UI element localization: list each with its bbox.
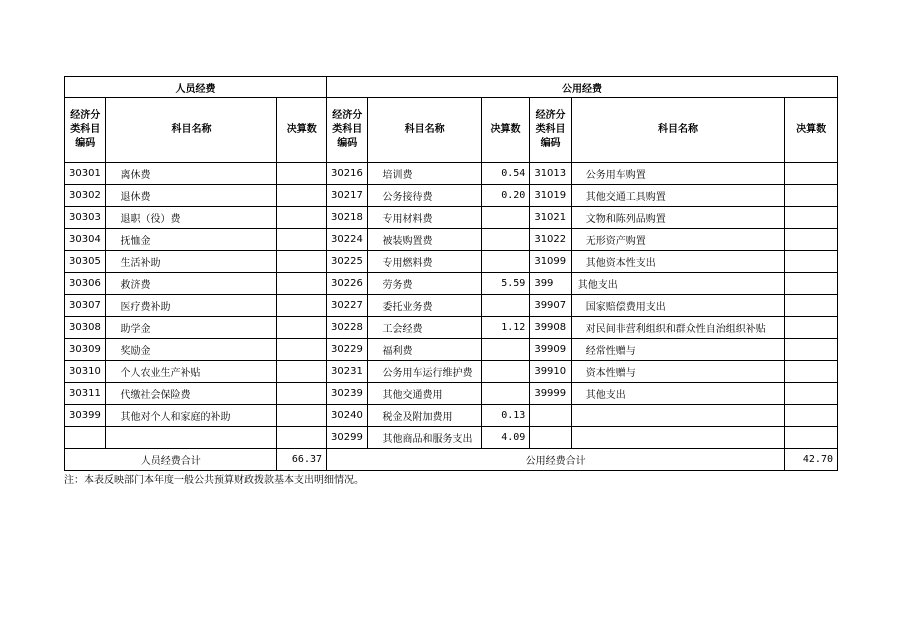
code-cell: 31019	[530, 185, 571, 207]
amount-cell	[481, 361, 530, 383]
code-cell: 30224	[327, 229, 368, 251]
table-row	[65, 317, 838, 339]
code-cell: 31013	[530, 163, 571, 185]
name-cell: 救济费	[106, 273, 277, 295]
amount-cell: 0.13	[481, 405, 530, 427]
code-cell	[65, 427, 106, 449]
name-cell: 医疗费补助	[106, 295, 277, 317]
header-code: 经济分类科目编码	[327, 98, 368, 163]
name-cell: 劳务费	[368, 273, 481, 295]
table-row	[65, 185, 838, 207]
code-cell: 30309	[65, 339, 106, 361]
code-cell	[530, 427, 571, 449]
code-cell: 31099	[530, 251, 571, 273]
name-cell: 助学金	[106, 317, 277, 339]
amount-cell: 1.12	[481, 317, 530, 339]
amount-cell	[277, 317, 327, 339]
code-cell: 30399	[65, 405, 106, 427]
code-cell: 30228	[327, 317, 368, 339]
table-row	[65, 405, 838, 427]
code-cell: 30218	[327, 207, 368, 229]
table-row	[65, 427, 838, 449]
name-cell: 个人农业生产补贴	[106, 361, 277, 383]
name-cell: 经常性赠与	[571, 339, 784, 361]
name-cell: 培训费	[368, 163, 481, 185]
amount-cell	[277, 427, 327, 449]
header-code: 经济分类科目编码	[65, 98, 106, 163]
amount-cell	[785, 427, 838, 449]
public-total-value: 42.70	[785, 449, 838, 471]
name-cell: 被装购置费	[368, 229, 481, 251]
amount-cell	[277, 229, 327, 251]
amount-cell	[277, 163, 327, 185]
code-cell: 30306	[65, 273, 106, 295]
amount-cell	[785, 273, 838, 295]
code-cell: 39908	[530, 317, 571, 339]
code-cell: 30229	[327, 339, 368, 361]
name-cell: 公务接待费	[368, 185, 481, 207]
code-cell: 30239	[327, 383, 368, 405]
name-cell: 其他支出	[571, 273, 784, 295]
table-row	[65, 163, 838, 185]
amount-cell	[785, 229, 838, 251]
name-cell: 抚恤金	[106, 229, 277, 251]
amount-cell	[785, 207, 838, 229]
amount-cell	[277, 185, 327, 207]
header-name: 科目名称	[368, 98, 481, 163]
code-cell: 31021	[530, 207, 571, 229]
table-row	[65, 361, 838, 383]
code-cell: 39909	[530, 339, 571, 361]
code-cell: 399	[530, 273, 571, 295]
name-cell: 其他交通工具购置	[571, 185, 784, 207]
name-cell: 对民间非营利组织和群众性自治组织补贴	[571, 317, 784, 339]
header-code: 经济分类科目编码	[530, 98, 571, 163]
amount-cell	[277, 295, 327, 317]
code-cell: 39999	[530, 383, 571, 405]
amount-cell	[481, 251, 530, 273]
amount-cell: 4.09	[481, 427, 530, 449]
amount-cell	[277, 273, 327, 295]
personnel-total-value: 66.37	[277, 449, 327, 471]
name-cell: 代缴社会保险费	[106, 383, 277, 405]
code-cell: 30305	[65, 251, 106, 273]
code-cell: 30231	[327, 361, 368, 383]
amount-cell	[277, 251, 327, 273]
name-cell: 其他商品和服务支出	[368, 427, 481, 449]
amount-cell	[481, 229, 530, 251]
amount-cell	[785, 339, 838, 361]
name-cell: 文物和陈列品购置	[571, 207, 784, 229]
name-cell: 其他对个人和家庭的补助	[106, 405, 277, 427]
column-header-row	[65, 98, 838, 163]
amount-cell	[785, 361, 838, 383]
code-cell: 30308	[65, 317, 106, 339]
group-personnel: 人员经费	[65, 77, 327, 98]
name-cell: 专用燃料费	[368, 251, 481, 273]
code-cell: 30303	[65, 207, 106, 229]
name-cell: 工会经费	[368, 317, 481, 339]
expense-detail-table	[64, 76, 838, 471]
name-cell: 其他交通费用	[368, 383, 481, 405]
name-cell: 离休费	[106, 163, 277, 185]
amount-cell	[277, 383, 327, 405]
total-row	[65, 449, 838, 471]
amount-cell	[481, 339, 530, 361]
header-amount: 决算数	[785, 98, 838, 163]
name-cell: 退休费	[106, 185, 277, 207]
name-cell: 委托业务费	[368, 295, 481, 317]
name-cell	[571, 405, 784, 427]
personnel-total-label: 人员经费合计	[65, 449, 277, 471]
amount-cell	[785, 251, 838, 273]
amount-cell	[785, 405, 838, 427]
table-row	[65, 339, 838, 361]
code-cell: 30304	[65, 229, 106, 251]
code-cell: 30301	[65, 163, 106, 185]
table-row	[65, 273, 838, 295]
code-cell: 39910	[530, 361, 571, 383]
table-row	[65, 207, 838, 229]
name-cell: 奖励金	[106, 339, 277, 361]
name-cell: 其他支出	[571, 383, 784, 405]
name-cell	[571, 427, 784, 449]
header-amount: 决算数	[481, 98, 530, 163]
amount-cell	[785, 383, 838, 405]
name-cell: 公务用车运行维护费	[368, 361, 481, 383]
table-row	[65, 229, 838, 251]
header-amount: 决算数	[277, 98, 327, 163]
name-cell: 退职（役）费	[106, 207, 277, 229]
code-cell: 30299	[327, 427, 368, 449]
amount-cell: 5.59	[481, 273, 530, 295]
name-cell: 资本性赠与	[571, 361, 784, 383]
name-cell: 无形资产购置	[571, 229, 784, 251]
code-cell: 30226	[327, 273, 368, 295]
header-name: 科目名称	[571, 98, 784, 163]
header-name: 科目名称	[106, 98, 277, 163]
amount-cell	[277, 207, 327, 229]
code-cell: 31022	[530, 229, 571, 251]
group-public: 公用经费	[327, 77, 838, 98]
amount-cell: 0.54	[481, 163, 530, 185]
code-cell: 30217	[327, 185, 368, 207]
code-cell: 30302	[65, 185, 106, 207]
amount-cell: 0.20	[481, 185, 530, 207]
amount-cell	[277, 361, 327, 383]
amount-cell	[481, 207, 530, 229]
code-cell: 30307	[65, 295, 106, 317]
name-cell	[106, 427, 277, 449]
group-header-row	[65, 77, 838, 98]
name-cell: 公务用车购置	[571, 163, 784, 185]
code-cell: 30240	[327, 405, 368, 427]
code-cell: 30227	[327, 295, 368, 317]
amount-cell	[277, 405, 327, 427]
name-cell: 生活补助	[106, 251, 277, 273]
code-cell: 39907	[530, 295, 571, 317]
name-cell: 其他资本性支出	[571, 251, 784, 273]
amount-cell	[277, 339, 327, 361]
public-total-label: 公用经费合计	[327, 449, 785, 471]
name-cell: 税金及附加费用	[368, 405, 481, 427]
amount-cell	[785, 185, 838, 207]
code-cell: 30225	[327, 251, 368, 273]
amount-cell	[785, 163, 838, 185]
table-row	[65, 251, 838, 273]
amount-cell	[785, 317, 838, 339]
code-cell: 30216	[327, 163, 368, 185]
name-cell: 国家赔偿费用支出	[571, 295, 784, 317]
code-cell: 30311	[65, 383, 106, 405]
code-cell: 30310	[65, 361, 106, 383]
amount-cell	[785, 295, 838, 317]
amount-cell	[481, 383, 530, 405]
table-row	[65, 383, 838, 405]
amount-cell	[481, 295, 530, 317]
table-note: 注：本表反映部门本年度一般公共预算财政拨款基本支出明细情况。	[64, 475, 364, 486]
name-cell: 专用材料费	[368, 207, 481, 229]
name-cell: 福利费	[368, 339, 481, 361]
code-cell	[530, 405, 571, 427]
table-row	[65, 295, 838, 317]
